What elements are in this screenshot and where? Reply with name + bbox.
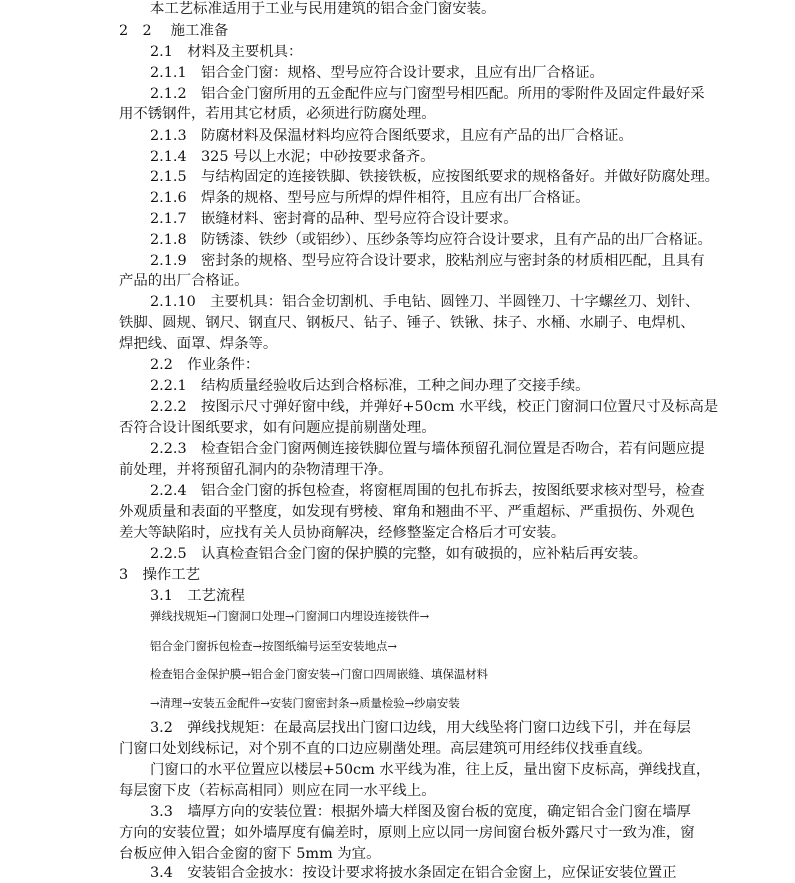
section-heading: 2 2 施工准备 <box>119 23 229 39</box>
text-line: 产品的出厂合格证。 <box>119 273 249 289</box>
text-line: 2.1.8 防锈漆、铁纱（或铝纱）、压纱条等均应符合设计要求，且有产品的出厂合格证。 <box>150 232 712 248</box>
text-line: 前处理，并将预留孔洞内的杂物清理干净。 <box>119 462 393 478</box>
text-line: 门窗口的水平位置应以楼层+50cm 水平线为准，往上反，量出窗下皮标高，弹线找直， <box>150 762 711 778</box>
text-line: 门窗口处划线标记，对个别不直的口边应剔凿处理。高层建筑可用经纬仪找垂直线。 <box>119 741 652 757</box>
text-line: 2.1.7 嵌缝材料、密封膏的品种、型号应符合设计要求。 <box>150 211 518 227</box>
text-line: 2.1.2 铝合金门窗所用的五金配件应与门窗型号相匹配。所用的零附件及固定件最好采 <box>150 86 705 102</box>
text-line: 否符合设计图纸要求，如有问题应提前剔凿处理。 <box>119 420 436 436</box>
text-line: 2.1.9 密封条的规格、型号应符合设计要求，胶粘剂应与密封条的材质相匹配，且具有 <box>150 253 705 269</box>
text-line: 差大等缺陷时，应找有关人员协商解决，经修整鉴定合格后才可安装。 <box>119 525 566 541</box>
text-line: 3.3 墙厚方向的安装位置：根据外墙大样图及窗台板的宽度，确定铝合金门窗在墙厚 <box>150 804 691 820</box>
text-line: 2.1.3 防腐材料及保温材料均应符合图纸要求，且应有产品的出厂合格证。 <box>150 128 633 144</box>
text-line: 2.1.4 325 号以上水泥；中砂按要求备齐。 <box>150 149 435 165</box>
text-line: 3.4 安装铝合金披水：按设计要求将披水条固定在铝合金窗上，应保证安装位置正 <box>150 865 677 881</box>
text-line: 2.1.5 与结构固定的连接铁脚、铁接铁板，应按图纸要求的规格备好。并做好防腐处理。 <box>150 169 720 185</box>
text-line: 2.1.1 铝合金门窗：规格、型号应符合设计要求，且应有出厂合格证。 <box>150 65 604 81</box>
flow-step-line: 铝合金门窗拆包检查→按图纸编号运至安装地点→ <box>150 639 397 653</box>
flow-step-line: →清理→安装五金配件→安装门窗密封条→质量检验→纱扇安装 <box>150 696 460 710</box>
text-line: 台板应伸入铝合金窗的窗下 5mm 为宜。 <box>119 846 381 862</box>
text-line: 本工艺标准适用于工业与民用建筑的铝合金门窗安装。 <box>150 1 496 17</box>
subsection-heading: 2.2 作业条件： <box>150 357 260 373</box>
text-line: 外观质量和表面的平整度，如发现有劈棱、窜角和翘曲不平、严重超标、严重损伤、外观色 <box>119 504 695 520</box>
text-line: 每层窗下皮（若标高相同）则应在同一水平线上。 <box>119 783 436 799</box>
subsection-heading: 2.1 材料及主要机具： <box>150 44 303 60</box>
text-line: 2.1.10 主要机具：铝合金切割机、手电钻、圆锉刀、半圆锉刀、十字螺丝刀、划针、 <box>150 294 700 310</box>
flow-step-line: 检查铝合金保护膜→铝合金门窗安装→门窗口四周嵌缝、填保温材料 <box>150 667 489 681</box>
text-line: 方向的安装位置；如外墙厚度有偏差时，原则上应以同一房间窗台板外露尺寸一致为准，窗 <box>119 825 695 841</box>
flow-step-line: 弹线找规矩→门窗洞口处理→门窗洞口内埋设连接铁件→ <box>150 609 430 623</box>
section-heading: 3 操作工艺 <box>119 567 201 583</box>
text-line: 2.1.6 焊条的规格、型号应与所焊的焊件相符，且应有出厂合格证。 <box>150 190 590 206</box>
subsection-heading: 3.1 工艺流程 <box>150 588 245 604</box>
text-line: 用不锈钢件，若用其它材质，必须进行防腐处理。 <box>119 106 436 122</box>
text-line: 2.2.5 认真检查铝合金门窗的保护膜的完整，如有破损的，应补粘后再安装。 <box>150 546 648 562</box>
text-line: 焊把线、面罩、焊条等。 <box>119 336 278 352</box>
text-line: 2.2.1 结构质量经验收后达到合格标准，工种之间办理了交接手续。 <box>150 378 590 394</box>
text-line: 2.2.4 铝合金门窗的拆包检查，将窗框周围的包扎布拆去，按图纸要求核对型号，检查 <box>150 483 705 499</box>
text-line: 3.2 弹线找规矩：在最高层找出门窗口边线，用大线坠将门窗口边线下引，并在每层 <box>150 720 691 736</box>
text-line: 2.2.3 检查铝合金门窗两侧连接铁脚位置与墙体预留孔洞位置是否吻合，若有问题应提 <box>150 441 705 457</box>
text-line: 铁脚、圆规、钢尺、钢直尺、钢板尺、钻子、锤子、铁锹、抹子、水桶、水刷子、电焊机、 <box>119 315 695 331</box>
text-line: 2.2.2 按图示尺寸弹好窗中线，并弹好+50cm 水平线，校正门窗洞口位置尺寸及标高是 <box>150 399 719 415</box>
